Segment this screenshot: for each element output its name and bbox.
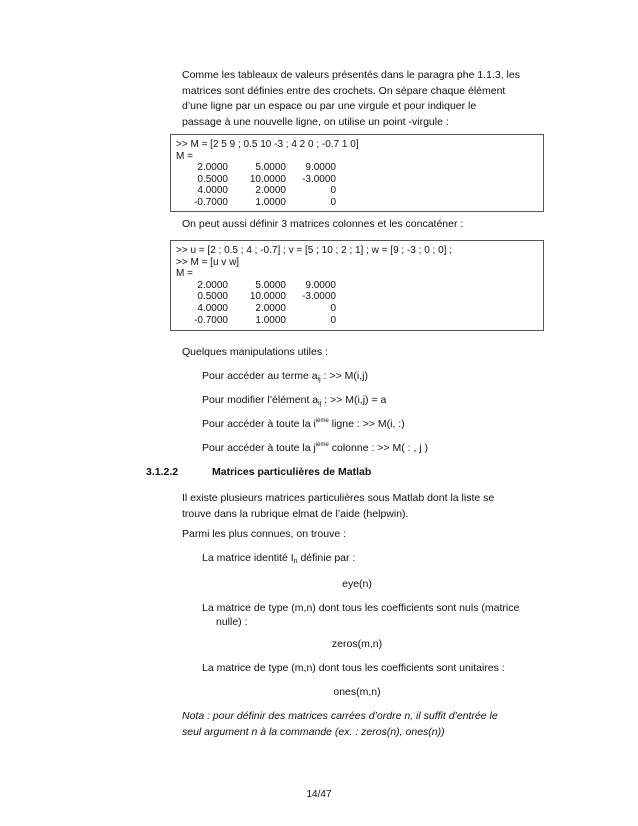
matrix-cell: 0 <box>330 196 336 208</box>
matrix-row <box>176 162 543 174</box>
code-command: >> u = [2 ; 0.5 ; 4 ; -0.7] ; v = [5 ; 10 ; 2 ; 1] ; w = [9 ; -3 ; 0 ; 0] ; <box>176 245 452 256</box>
code-command: >> M = [2 5 9 ; 0.5 10 -3 ; 4 2 0 ; -0.7 1 0] <box>176 139 359 150</box>
matrix-cell: -3.0000 <box>302 291 336 303</box>
identity-matrix-text <box>202 552 355 565</box>
matrix-cell: 0 <box>330 314 336 326</box>
matrix-cell: 10.0000 <box>249 173 286 185</box>
matrix-cell: 9.0000 <box>305 279 336 291</box>
matrix-cell: 2.0000 <box>197 279 228 291</box>
matrix-cell: 1.0000 <box>255 196 286 208</box>
matrix-cell: 5.0000 <box>255 162 286 174</box>
matrix-row <box>176 315 543 327</box>
subscript: n <box>293 558 298 565</box>
manip-text: Pour accéder au terme a <box>202 370 318 382</box>
section-intro <box>182 491 530 522</box>
identity-text: La matrice identité I <box>202 552 294 564</box>
code-result-label: M = <box>176 268 193 280</box>
superscript: ième <box>315 418 329 424</box>
ones-description: La matrice de type (m,n) dont tous les coefficients sont unitaires : <box>202 662 505 674</box>
matrix-cell: 4.0000 <box>197 302 228 314</box>
superscript: ième <box>315 442 329 448</box>
identity-text: définie par : <box>297 552 356 564</box>
manip-item-access-column <box>202 442 428 454</box>
known-matrices-text: Parmi les plus connues, on trouve : <box>182 528 347 540</box>
matrix-cell: -3.0000 <box>302 173 336 185</box>
matrix-cell: 2.0000 <box>255 302 286 314</box>
manip-text: : >> M(i,j) <box>320 370 368 382</box>
note-line: Nota : pour définir des matrices carrées d’ordre n, il suffit d’entrée le <box>182 710 498 722</box>
zeros-description-line2: nulle) : <box>216 616 248 628</box>
section-intro-line: trouve dans la rubrique elmat de l’aide (helpwin). <box>182 507 409 520</box>
manip-text: Pour accéder à toute la i <box>202 418 316 430</box>
manip-item-access-term <box>202 370 368 383</box>
eye-command: eye(n) <box>342 578 372 590</box>
intro-line: d’une ligne par un espace ou par une virgule et pour indiquer le <box>182 100 477 112</box>
matrix-cell: -0.7000 <box>194 196 228 208</box>
manip-text: Pour modifier l’élément a <box>202 394 319 406</box>
manip-item-access-row <box>202 418 405 430</box>
note-paragraph <box>182 709 530 740</box>
manip-item-modify-element <box>202 394 386 407</box>
section-title: Matrices particulières de Matlab <box>212 466 372 478</box>
concat-paragraph: On peut aussi définir 3 matrices colonnes et les concaténer : <box>182 218 464 230</box>
matrix-cell: 2.0000 <box>197 162 228 174</box>
subscript: ij <box>317 376 321 383</box>
matrix-cell: 1.0000 <box>255 314 286 326</box>
manip-text: : >> M(i,j) = a <box>321 394 387 406</box>
matrix-cell: 10.0000 <box>249 291 286 303</box>
matrix-row <box>176 291 543 303</box>
matrix-row <box>176 303 543 315</box>
note-line: seul argument n à la commande (ex. : zeros(n), ones(n)) <box>182 725 445 738</box>
section-heading <box>146 466 371 478</box>
matrix-row <box>176 185 543 197</box>
zeros-command: zeros(m,n) <box>331 638 383 650</box>
matrix-cell: 9.0000 <box>305 162 336 174</box>
matrix-cell: 0.5000 <box>197 173 228 185</box>
manip-text: ligne : >> M(i, :) <box>328 418 405 430</box>
intro-paragraph <box>182 68 530 130</box>
matrix-cell: 2.0000 <box>255 185 286 197</box>
section-intro-line: Il existe plusieurs matrices particulières sous Matlab dont la liste se <box>182 492 495 504</box>
subscript: ij <box>318 400 322 407</box>
matrix-cell: 0 <box>330 302 336 314</box>
manipulations-title: Quelques manipulations utiles : <box>182 346 328 358</box>
manip-text: colonne : >> M( : , j ) <box>328 442 429 454</box>
intro-line: passage à une nouvelle ligne, on utilise un point -virgule : <box>182 115 449 128</box>
matrix-cell: 5.0000 <box>255 279 286 291</box>
code-result-label: M = <box>176 150 193 162</box>
matrix-cell: 0.5000 <box>197 291 228 303</box>
code-block-2 <box>170 240 544 331</box>
zeros-description-line1: La matrice de type (m,n) dont tous les coefficients sont nuls (matrice <box>202 602 520 614</box>
intro-line: matrices sont définies entre des crochets. On sépare chaque élément <box>182 84 506 97</box>
matrix-cell: 0 <box>330 185 336 197</box>
code-block-1 <box>170 134 544 212</box>
section-number: 3.1.2.2 <box>146 466 179 478</box>
code-command: >> M = [u v w] <box>176 256 240 268</box>
matrix-cell: -0.7000 <box>194 314 228 326</box>
matrix-row <box>176 280 543 292</box>
page-number: 14/47 <box>306 789 332 800</box>
manip-text: Pour accéder à toute la j <box>202 442 316 454</box>
matrix-cell: 4.0000 <box>197 185 228 197</box>
matrix-row <box>176 197 543 209</box>
intro-line: Comme les tableaux de valeurs présentés dans le paragra phe 1.1.3, les <box>182 69 520 81</box>
matrix-row <box>176 174 543 186</box>
ones-command: ones(m,n) <box>333 686 381 698</box>
